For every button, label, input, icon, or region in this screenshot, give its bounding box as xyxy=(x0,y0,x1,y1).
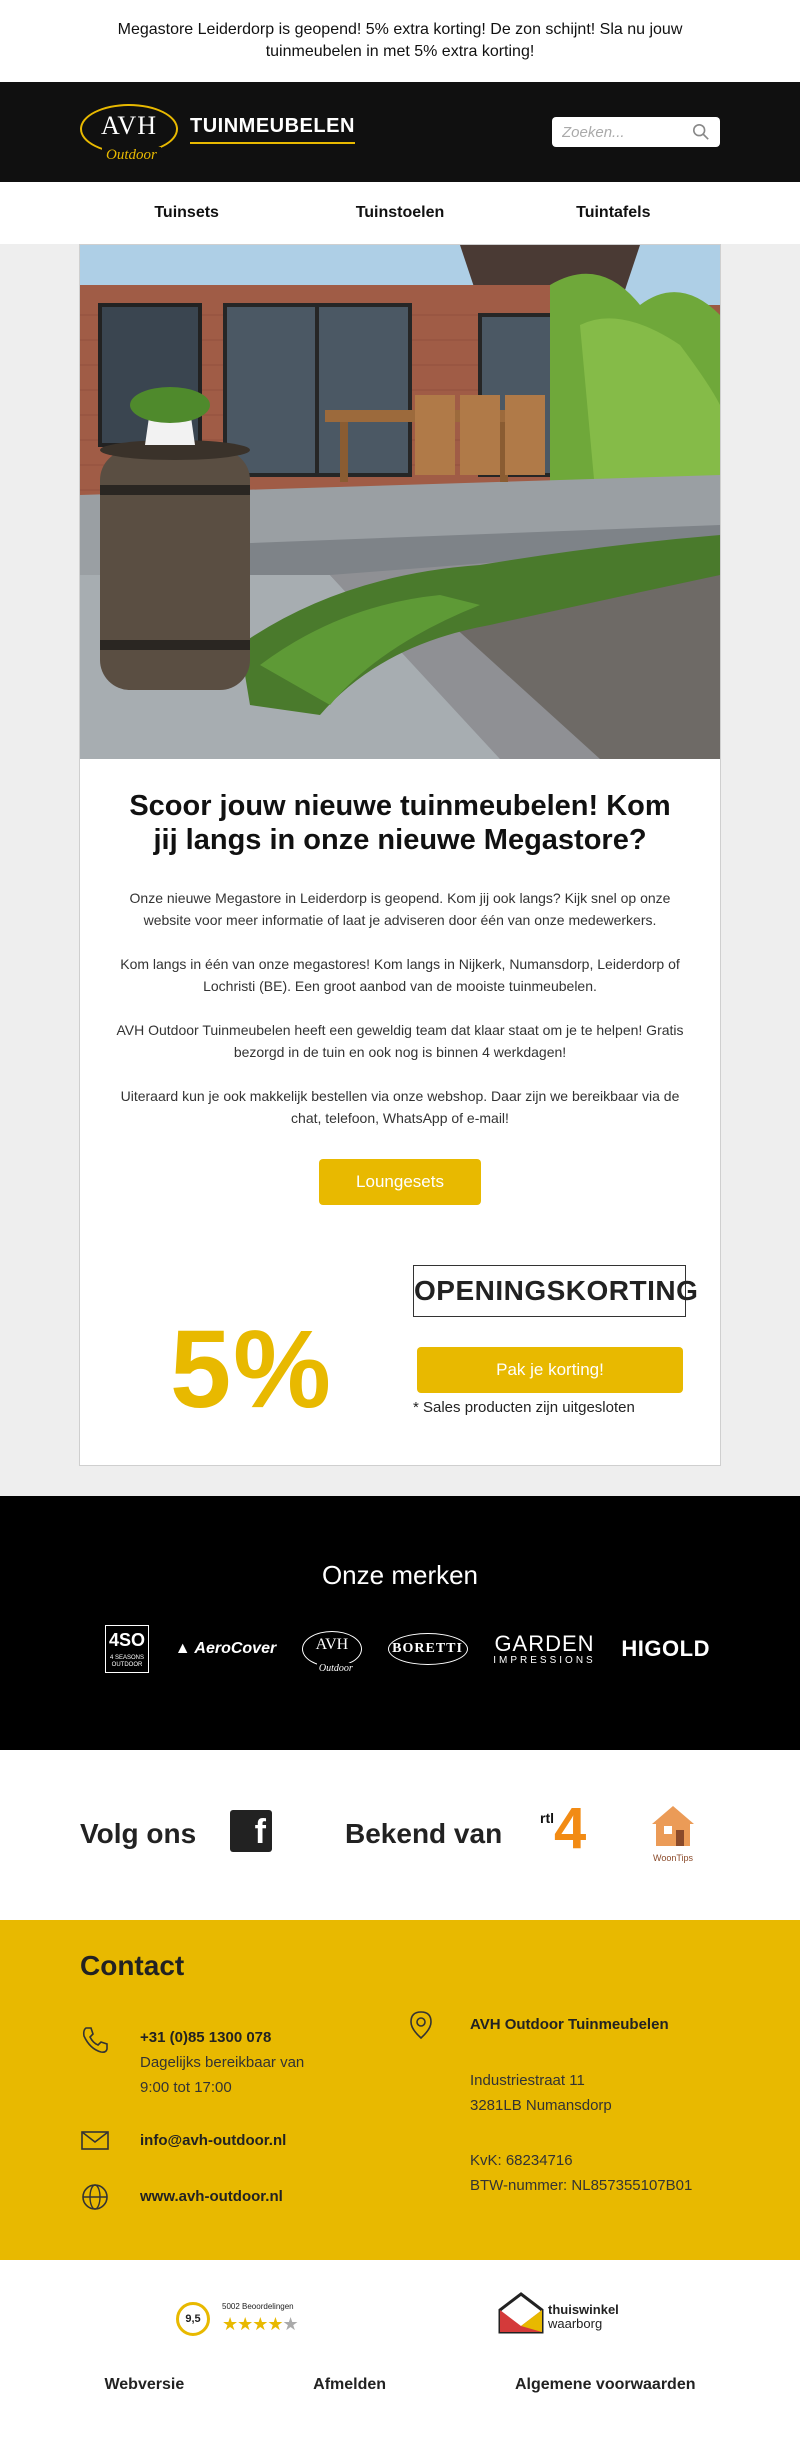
article-body xyxy=(80,887,720,1129)
nav-item-tuinstoelen[interactable]: Tuinstoelen xyxy=(355,204,445,221)
brand-garden-text: GARDEN xyxy=(494,1630,595,1656)
footer-links xyxy=(0,2376,800,2394)
brand-aerocover-text: AeroCover xyxy=(194,1640,277,1657)
location-pin-icon xyxy=(406,2010,436,2040)
main-nav xyxy=(0,182,800,244)
brand-garden-impressions-logo[interactable] xyxy=(493,1630,596,1666)
logo-avh-text: AVH xyxy=(101,111,157,140)
brand-boretti-logo[interactable] xyxy=(388,1633,468,1665)
content-band xyxy=(0,244,800,1496)
footer xyxy=(0,2260,800,2412)
follow-us-label: Volg ons xyxy=(80,1818,197,1849)
brand-logo[interactable] xyxy=(80,104,355,163)
address-street: Industriestraat 11 xyxy=(470,2072,585,2089)
rtl-text: rtl xyxy=(540,1810,554,1826)
search-icon[interactable] xyxy=(692,123,710,141)
loungesets-button[interactable]: Loungesets xyxy=(319,1159,481,1205)
thuiswinkel-logo[interactable] xyxy=(498,2292,638,2336)
facebook-icon[interactable]: f xyxy=(230,1810,272,1852)
brand-aerocover-logo[interactable] xyxy=(175,1640,277,1658)
brand-avh-logo[interactable] xyxy=(302,1631,362,1674)
phone-icon xyxy=(80,2025,110,2055)
contact-title: Contact xyxy=(80,1950,185,1981)
terms-link[interactable]: Algemene voorwaarden xyxy=(515,2376,696,2393)
logo-outdoor-text: Outdoor xyxy=(102,147,161,164)
promo-details xyxy=(413,1265,699,1416)
promo-block xyxy=(80,1265,720,1465)
company-name: AVH Outdoor Tuinmeubelen xyxy=(470,2016,669,2033)
known-from-label: Bekend van xyxy=(345,1818,503,1849)
brand-boretti-text: BORETTI xyxy=(392,1641,463,1656)
house-icon xyxy=(650,1804,696,1848)
discount-button[interactable]: Pak je korting! xyxy=(417,1347,683,1393)
rating-score: 9,5 xyxy=(176,2302,210,2336)
webversion-link[interactable]: Webversie xyxy=(104,2376,185,2393)
search-input[interactable] xyxy=(562,124,682,141)
brand-4so-text: 4SO xyxy=(108,1630,146,1650)
thuiswinkel-icon xyxy=(498,2292,544,2334)
woontips-text: WoonTips xyxy=(652,1853,694,1863)
brand-avh-subtext: Outdoor xyxy=(318,1663,353,1674)
openingskorting-title: OPENINGSKORTING xyxy=(413,1265,686,1317)
brand-higold-logo[interactable] xyxy=(621,1636,710,1662)
phone-number[interactable]: +31 (0)85 1300 078 xyxy=(140,2029,272,2046)
address-city: 3281LB Numansdorp xyxy=(470,2097,612,2114)
logo-oval xyxy=(80,104,178,163)
contact-section xyxy=(0,1920,800,2260)
brands-heading: Onze merken xyxy=(321,1560,479,1590)
preheader: Megastore Leiderdorp is geopend! 5% extra korting! De zon schijnt! Sla nu jouw tuinmeubelen in met 5% extra korting! xyxy=(117,21,683,60)
brand-higold-text: HIGOLD xyxy=(621,1636,710,1661)
article-paragraph: AVH Outdoor Tuinmeubelen heeft een geweldig team dat klaar staat om je te helpen! Gratis bezorgd in de tuin en ook nog is binnen 4 werkdagen! xyxy=(116,1022,684,1060)
article-headline: Scoor jouw nieuwe tuinmeubelen! Kom jij langs in onze nieuwe Megastore? xyxy=(129,790,671,856)
sales-exclusion-note: * Sales producten zijn uitgesloten xyxy=(413,1399,635,1416)
rtl4-logo[interactable] xyxy=(540,1796,596,1862)
woontips-logo[interactable] xyxy=(645,1804,701,1868)
brand-impressions-text: IMPRESSIONS xyxy=(493,1654,596,1666)
rating-stars-icon: ★★★★★ xyxy=(222,2314,298,2334)
rating-badge[interactable] xyxy=(176,2300,316,2338)
nav-item-tuinsets[interactable]: Tuinsets xyxy=(154,204,219,221)
website-link[interactable]: www.avh-outdoor.nl xyxy=(140,2188,283,2205)
aerocover-icon: ▲ xyxy=(174,1640,191,1657)
discount-percent: 5% xyxy=(170,1308,333,1431)
brand-4so-logo[interactable] xyxy=(105,1625,149,1673)
phone-hours-line-2: 9:00 tot 17:00 xyxy=(140,2079,232,2096)
email-icon xyxy=(80,2125,110,2155)
btw-number: BTW-nummer: NL857355107B01 xyxy=(470,2177,693,2194)
nav-item-tuintafels[interactable]: Tuintafels xyxy=(576,204,651,221)
content-card xyxy=(79,244,721,1466)
phone-hours-line-1: Dagelijks bereikbaar van xyxy=(140,2054,305,2071)
rtl-4-text: 4 xyxy=(554,1796,587,1861)
brand-logo-row xyxy=(105,1625,710,1673)
site-header xyxy=(0,82,800,182)
email-link[interactable]: info@avh-outdoor.nl xyxy=(140,2132,287,2149)
thuiswinkel-text-1: thuiswinkel xyxy=(548,2302,619,2317)
brand-avh-text: AVH xyxy=(315,1636,349,1653)
social-section xyxy=(0,1750,800,1920)
logo-tuinmeubelen-text: TUINMEUBELEN xyxy=(190,115,355,144)
hero-image[interactable] xyxy=(80,245,720,759)
brands-section xyxy=(0,1496,800,1750)
kvk-number: KvK: 68234716 xyxy=(470,2152,573,2169)
brand-4so-subtext: 4 SEASONS OUTDOOR xyxy=(109,1655,144,1668)
rating-label: 5002 Beoordelingen xyxy=(222,2302,294,2311)
globe-icon xyxy=(80,2182,110,2212)
article-paragraph: Kom langs in één van onze megastores! Kom langs in Nijkerk, Numansdorp, Leiderdorp of Lochristi (BE). Een groot aanbod van de mooiste tuinmeubelen. xyxy=(120,956,680,994)
search-box[interactable] xyxy=(552,117,720,147)
unsubscribe-link[interactable]: Afmelden xyxy=(313,2376,387,2393)
cta-wrap xyxy=(80,1159,720,1205)
thuiswinkel-text-2: waarborg xyxy=(548,2316,603,2331)
article-paragraph: Onze nieuwe Megastore in Leiderdorp is geopend. Kom jij ook langs? Kijk snel op onze website voor meer informatie of laat je adviseren door één van onze medewerkers. xyxy=(129,890,671,928)
article-paragraph: Uiteraard kun je ook makkelijk bestellen via onze webshop. Daar zijn we bereikbaar via de chat, telefoon, WhatsApp of e-mail! xyxy=(120,1088,680,1126)
